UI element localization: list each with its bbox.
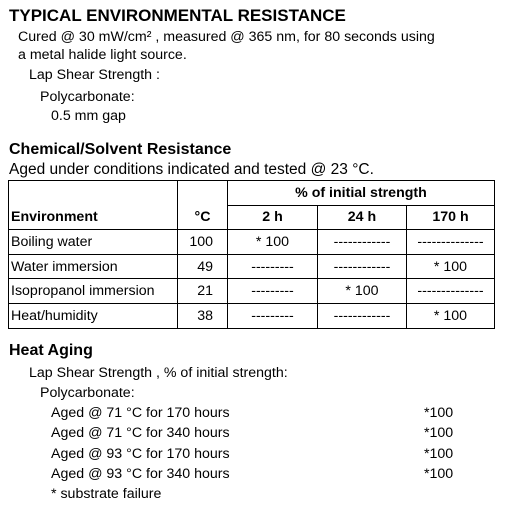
table-row — [9, 303, 495, 328]
table-row — [9, 254, 495, 279]
cell-24h: ------------ — [318, 254, 407, 279]
heat-aging-substrate: Polycarbonate: — [40, 385, 135, 401]
table-header-row — [9, 205, 495, 230]
table-row — [9, 230, 495, 255]
chemical-resistance-subheading: Aged under conditions indicated and tested @ 23 °C. — [9, 161, 374, 178]
heat-aging-item-label: Aged @ 71 °C for 170 hours — [51, 405, 230, 421]
cell-environment: Boiling water — [9, 230, 178, 255]
table-row — [9, 279, 495, 304]
cell-170h: * 100 — [407, 303, 495, 328]
cure-conditions-line2: a metal halide light source. — [18, 47, 187, 63]
cell-temp: 100 — [178, 230, 228, 255]
cure-conditions-line1: Cured @ 30 mW/cm² , measured @ 365 nm, for 80 seconds using — [18, 29, 435, 45]
cell-environment: Heat/humidity — [9, 303, 178, 328]
heat-aging-item-label: Aged @ 71 °C for 340 hours — [51, 425, 230, 441]
cell-2h: --------- — [228, 279, 318, 304]
heat-aging-item-value: *100 — [424, 466, 454, 482]
heat-aging-item-value: *100 — [424, 425, 454, 441]
header-blank-cell — [9, 181, 178, 206]
cell-2h: * 100 — [228, 230, 318, 255]
col-header-environment: Environment — [9, 205, 178, 230]
footnote: * substrate failure — [51, 486, 162, 502]
cell-170h: -------------- — [407, 230, 495, 255]
cell-2h: --------- — [228, 303, 318, 328]
group-header-cell: % of initial strength — [228, 181, 495, 206]
heat-aging-heading: Heat Aging — [9, 342, 93, 359]
heat-aging-item-value: *100 — [424, 405, 454, 421]
cell-24h: * 100 — [318, 279, 407, 304]
col-header-24h: 24 h — [318, 205, 407, 230]
heat-aging-item-label: Aged @ 93 °C for 340 hours — [51, 466, 230, 482]
cell-24h: ------------ — [318, 303, 407, 328]
heat-aging-item-value: *100 — [424, 446, 454, 462]
page-title: TYPICAL ENVIRONMENTAL RESISTANCE — [9, 6, 346, 25]
cell-24h: ------------ — [318, 230, 407, 255]
cell-170h: -------------- — [407, 279, 495, 304]
col-header-temp: °C — [178, 205, 228, 230]
cell-170h: * 100 — [407, 254, 495, 279]
chemical-resistance-table — [8, 180, 495, 329]
cell-temp: 49 — [178, 254, 228, 279]
substrate-label: Polycarbonate: — [40, 89, 135, 105]
lap-shear-label: Lap Shear Strength : — [29, 67, 160, 83]
gap-label: 0.5 mm gap — [51, 108, 126, 124]
cell-environment: Water immersion — [9, 254, 178, 279]
heat-aging-description: Lap Shear Strength , % of initial strength: — [29, 365, 288, 381]
col-header-170h: 170 h — [407, 205, 495, 230]
chemical-resistance-heading: Chemical/Solvent Resistance — [9, 141, 232, 158]
cell-environment: Isopropanol immersion — [9, 279, 178, 304]
cell-temp: 21 — [178, 279, 228, 304]
header-blank-cell — [178, 181, 228, 206]
cell-2h: --------- — [228, 254, 318, 279]
heat-aging-item-label: Aged @ 93 °C for 170 hours — [51, 446, 230, 462]
col-header-2h: 2 h — [228, 205, 318, 230]
table-header-row — [9, 181, 495, 206]
cell-temp: 38 — [178, 303, 228, 328]
